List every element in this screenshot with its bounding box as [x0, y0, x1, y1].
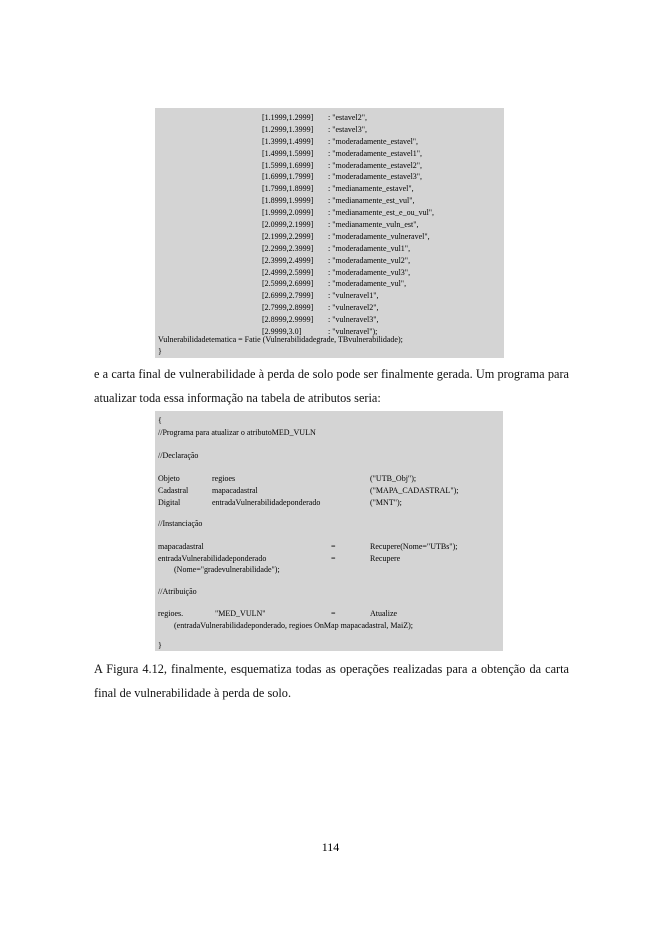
body-paragraph-2: A Figura 4.12, finalmente, esquematiza todas as operações realizadas para a obtenção da carta final de vulnerabilidade à perda de solo. — [94, 662, 569, 700]
range-row — [262, 267, 434, 279]
range-interval: [2.0999,2.1999] — [262, 220, 314, 230]
attr-continuation: (entradaVulnerabilidadeponderado, regioes OnMap mapacadastral, MaiZ); — [174, 621, 413, 630]
assignment-text: Vulnerabilidadetematica = Fatie (Vulnerabilidadegrade, TBvulnerabilidade); — [158, 335, 403, 344]
range-row — [262, 290, 434, 302]
range-interval: [2.6999,2.7999] — [262, 291, 314, 301]
range-interval: [1.6999,1.7999] — [262, 172, 314, 182]
range-row — [262, 136, 434, 148]
range-interval: [1.3999,1.4999] — [262, 136, 314, 146]
code-block-update-program — [155, 411, 503, 651]
inst-right-0: Recupere(Nome="UTBs"); — [370, 542, 458, 551]
inst-eq-1: = — [331, 554, 336, 563]
range-interval: [2.2999,2.3999] — [262, 243, 314, 253]
range-class-value: : "moderadamente_estavel", — [328, 136, 419, 146]
range-interval: [1.7999,1.8999] — [262, 184, 314, 194]
close-brace-2: } — [158, 641, 162, 650]
inst-left-1: entradaVulnerabilidadeponderado — [158, 554, 267, 563]
range-class-value: : "moderadamente_vulneravel", — [328, 231, 430, 241]
attr-right: Atualize — [370, 609, 398, 618]
range-interval: [1.9999,2.0999] — [262, 208, 314, 218]
range-class-value: : "moderadamente_estavel3", — [328, 172, 423, 182]
range-class-value: : "medianamente_est_vul", — [328, 196, 415, 206]
range-class-value: : "vulneravel1", — [328, 291, 379, 301]
range-interval: [1.5999,1.6999] — [262, 160, 314, 170]
range-class-value: : "vulneravel2", — [328, 303, 379, 313]
range-class-value: : "medianamente_estavel", — [328, 184, 414, 194]
range-row — [262, 195, 434, 207]
range-row — [262, 207, 434, 219]
range-interval: [1.8999,1.9999] — [262, 196, 314, 206]
decl-type-0: Objeto — [158, 474, 180, 483]
attr-eq: = — [331, 609, 336, 618]
inst-left-0: mapacadastral — [158, 542, 204, 551]
decl-arg-0: ("UTB_Obj"); — [370, 474, 417, 483]
range-row — [262, 124, 434, 136]
range-class-value: : "vulneravel3", — [328, 315, 379, 325]
range-row — [262, 171, 434, 183]
range-interval: [2.7999,2.8999] — [262, 303, 314, 313]
decl-name-0: regioes — [212, 474, 236, 483]
decl-name-2: entradaVulnerabilidadeponderado — [212, 498, 321, 507]
range-interval: [2.9999,3.0] — [262, 327, 302, 337]
range-interval: [1.1999,1.2999] — [262, 113, 314, 122]
range-class-value: : "medianamente_est_e_ou_vul", — [328, 208, 435, 218]
range-class-value: : "moderadamente_vul3", — [328, 267, 411, 277]
range-row — [262, 255, 434, 267]
decl-arg-2: ("MNT"); — [370, 498, 402, 507]
inst-right-1: Recupere — [370, 554, 401, 563]
close-brace: } — [158, 346, 162, 356]
range-row — [262, 219, 434, 231]
range-interval: [1.2999,1.3999] — [262, 124, 314, 134]
range-interval: [2.8999,2.9999] — [262, 315, 314, 325]
range-class-value: : "medianamente_vuln_est", — [328, 220, 419, 230]
range-class-value: : "vulneravel"); — [328, 327, 378, 337]
range-interval: [2.4999,2.5999] — [262, 267, 314, 277]
range-row — [262, 112, 434, 124]
range-interval: [1.4999,1.5999] — [262, 148, 314, 158]
decl-arg-1: ("MAPA_CADASTRAL"); — [370, 486, 459, 495]
attr-left: regioes. — [158, 609, 184, 618]
inst-eq-0: = — [331, 542, 336, 551]
range-class-value: : "estavel2", — [328, 113, 367, 122]
range-row — [262, 148, 434, 160]
range-row — [262, 243, 434, 255]
range-interval: [2.3999,2.4999] — [262, 255, 314, 265]
range-class-value: : "estavel3", — [328, 124, 367, 134]
body-paragraph-1: e a carta final de vulnerabilidade à perda de solo pode ser finalmente gerada. Um programa para atualizar toda essa informação na tabela de atributos seria: — [94, 367, 569, 405]
range-interval: [2.5999,2.6999] — [262, 279, 314, 289]
attr-field: "MED_VULN" — [215, 609, 266, 618]
range-class-value: : "moderadamente_vul1", — [328, 243, 411, 253]
range-row — [262, 160, 434, 172]
range-row — [262, 183, 434, 195]
range-row — [262, 231, 434, 243]
decl-type-2: Digital — [158, 498, 181, 507]
decl-type-1: Cadastral — [158, 486, 189, 495]
comment-declaration: //Declaração — [158, 451, 199, 460]
open-brace: { — [158, 416, 162, 425]
code-assignment-line — [158, 334, 403, 358]
range-class-value: : "moderadamente_vul", — [328, 279, 407, 289]
range-list — [262, 112, 434, 338]
range-interval: [2.1999,2.2999] — [262, 231, 314, 241]
range-row — [262, 314, 434, 326]
range-class-value: : "moderadamente_vul2", — [328, 255, 411, 265]
decl-name-1: mapacadastral — [212, 486, 258, 495]
range-row — [262, 278, 434, 290]
range-class-value: : "moderadamente_estavel1", — [328, 148, 423, 158]
comment-attribution: //Atribuição — [158, 587, 197, 596]
range-class-value: : "moderadamente_estavel2", — [328, 160, 423, 170]
comment-instantiation: //Instanciação — [158, 519, 203, 528]
range-row — [262, 302, 434, 314]
inst-continuation: (Nome="gradevulnerabilidade"); — [174, 565, 280, 574]
comment-program: //Programa para atualizar o atributoMED_VULN — [158, 428, 316, 437]
code-block-slice-table — [155, 108, 504, 358]
page-number: 114 — [321, 840, 340, 854]
